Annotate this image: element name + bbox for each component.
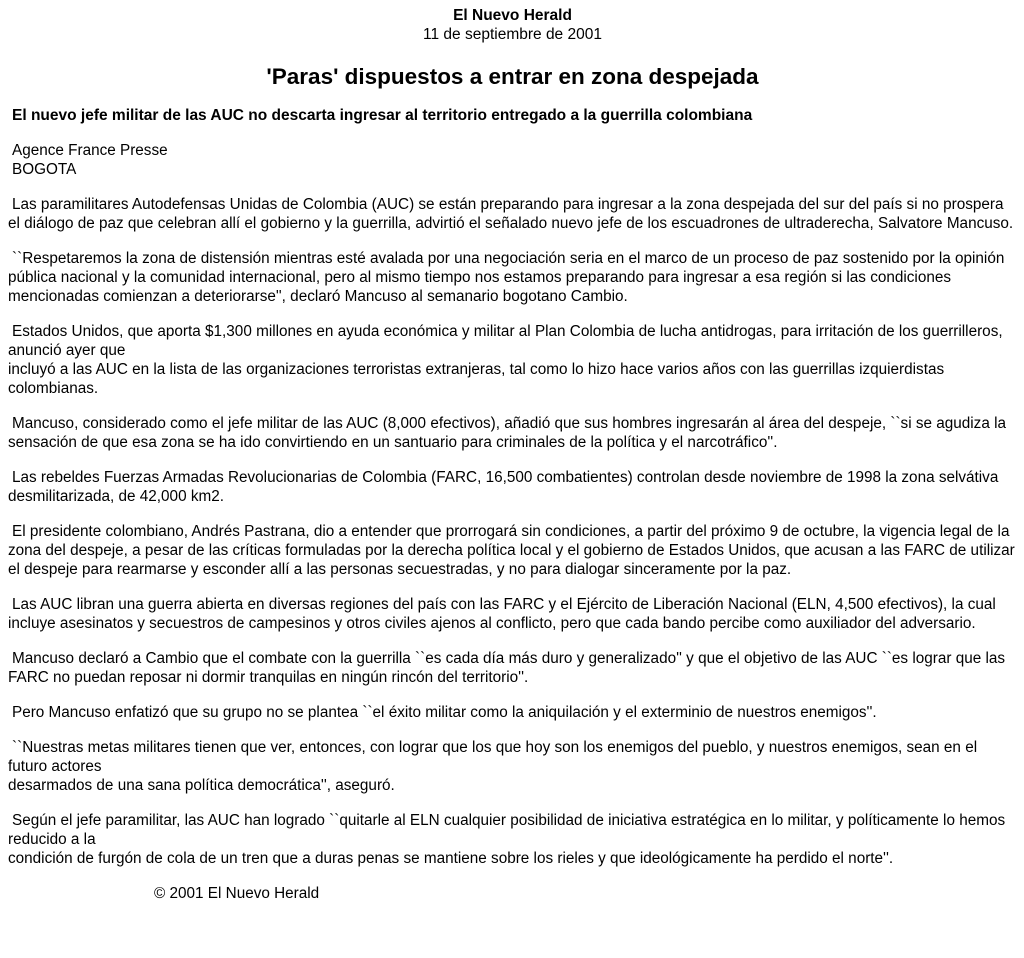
article-paragraph: Las paramilitares Autodefensas Unidas de Colombia (AUC) se están preparando para ingresar a la zona despejada del sur del país si no prospera el diálogo de paz que celebran allí el gobierno y la guerrilla, advirtió el señalado nuevo jefe de los escuadrones de ultraderecha, Salvatore Mancuso. <box>8 196 1014 232</box>
article-paragraph: Las rebeldes Fuerzas Armadas Revolucionarias de Colombia (FARC, 16,500 combatientes) controlan desde noviembre de 1998 la zona selvátiva desmilitarizada, de 42,000 km2. <box>8 469 999 505</box>
masthead <box>8 0 1017 44</box>
byline-location: BOGOTA <box>12 161 77 178</box>
publication-name: El Nuevo Herald <box>453 7 572 24</box>
article-paragraph: Según el jefe paramilitar, las AUC han logrado ``quitarle al ELN cualquier posibilidad de iniciativa estratégica en lo militar, y políticamente lo hemos reducido a la condición de furgón de cola de un tren que a duras penas se mantiene sobre los rieles y que ideológicamente ha perdido el norte''. <box>8 812 1006 867</box>
article-paragraph: ``Nuestras metas militares tienen que ver, entonces, con lograr que los que hoy son los enemigos del pueblo, y nuestros enemigos, sean en el futuro actores desarmados de una sana política democrática'', aseguró. <box>8 739 978 794</box>
article-paragraph: ``Respetaremos la zona de distensión mientras esté avalada por una negociación seria en el marco de un proceso de paz sostenido por la opinión pública nacional y la comunidad internacional, pero al mismo tiempo nos estamos preparando para ingresar a esa región si las condiciones mencionadas comienzan a deteriorarse'', declaró Mancuso al semanario bogotano Cambio. <box>8 250 1005 305</box>
headline: 'Paras' dispuestos a entrar en zona despejada <box>266 64 759 89</box>
byline <box>12 141 1017 179</box>
article-body <box>8 195 1017 868</box>
article-paragraph: Pero Mancuso enfatizó que su grupo no se plantea ``el éxito militar como la aniquilación y el exterminio de nuestros enemigos''. <box>12 704 877 721</box>
subheadline: El nuevo jefe militar de las AUC no descarta ingresar al territorio entregado a la guerrilla colombiana <box>12 107 753 124</box>
article-paragraph: Mancuso declaró a Cambio que el combate con la guerrilla ``es cada día más duro y generalizado'' y que el objetivo de las AUC ``es lograr que las FARC no puedan reposar ni dormir tranquilas en ningún rincón del territorio''. <box>8 650 1006 686</box>
copyright-notice: © 2001 El Nuevo Herald <box>154 885 320 902</box>
byline-agency: Agence France Presse <box>12 142 168 159</box>
article-paragraph: Las AUC libran una guerra abierta en diversas regiones del país con las FARC y el Ejército de Liberación Nacional (ELN, 4,500 efectivos), la cual incluye asesinatos y secuestros de campesinos y otros civiles ajenos al conflicto, pero que cada bando percibe como auxiliador del adversario. <box>8 596 996 632</box>
article-paragraph: Mancuso, considerado como el jefe militar de las AUC (8,000 efectivos), añadió que sus hombres ingresarán al área del despeje, ``si se agudiza la sensación de que esa zona se ha ido convirtiendo en un santuario para criminales de la política y el narcotráfico''. <box>8 415 1006 451</box>
publication-date: 11 de septiembre de 2001 <box>423 26 602 43</box>
article-paragraph: El presidente colombiano, Andrés Pastrana, dio a entender que prorrogará sin condiciones, a partir del próximo 9 de octubre, la vigencia legal de la zona del despeje, a pesar de las críticas formuladas por la derecha política local y el gobierno de Estados Unidos, que acusan a las FARC de utilizar el despeje para rearmarse y esconder allí a las personas secuestradas, y no para dialogar sinceramente por la paz. <box>8 523 1015 578</box>
article-paragraph: Estados Unidos, que aporta $1,300 millones en ayuda económica y militar al Plan Colombia de lucha antidrogas, para irritación de los guerrilleros, anunció ayer que incluyó a las AUC en la lista de las organizaciones terroristas extranjeras, tal como lo hizo hace varios años con las guerrillas izquierdistas colombianas. <box>8 323 1003 397</box>
